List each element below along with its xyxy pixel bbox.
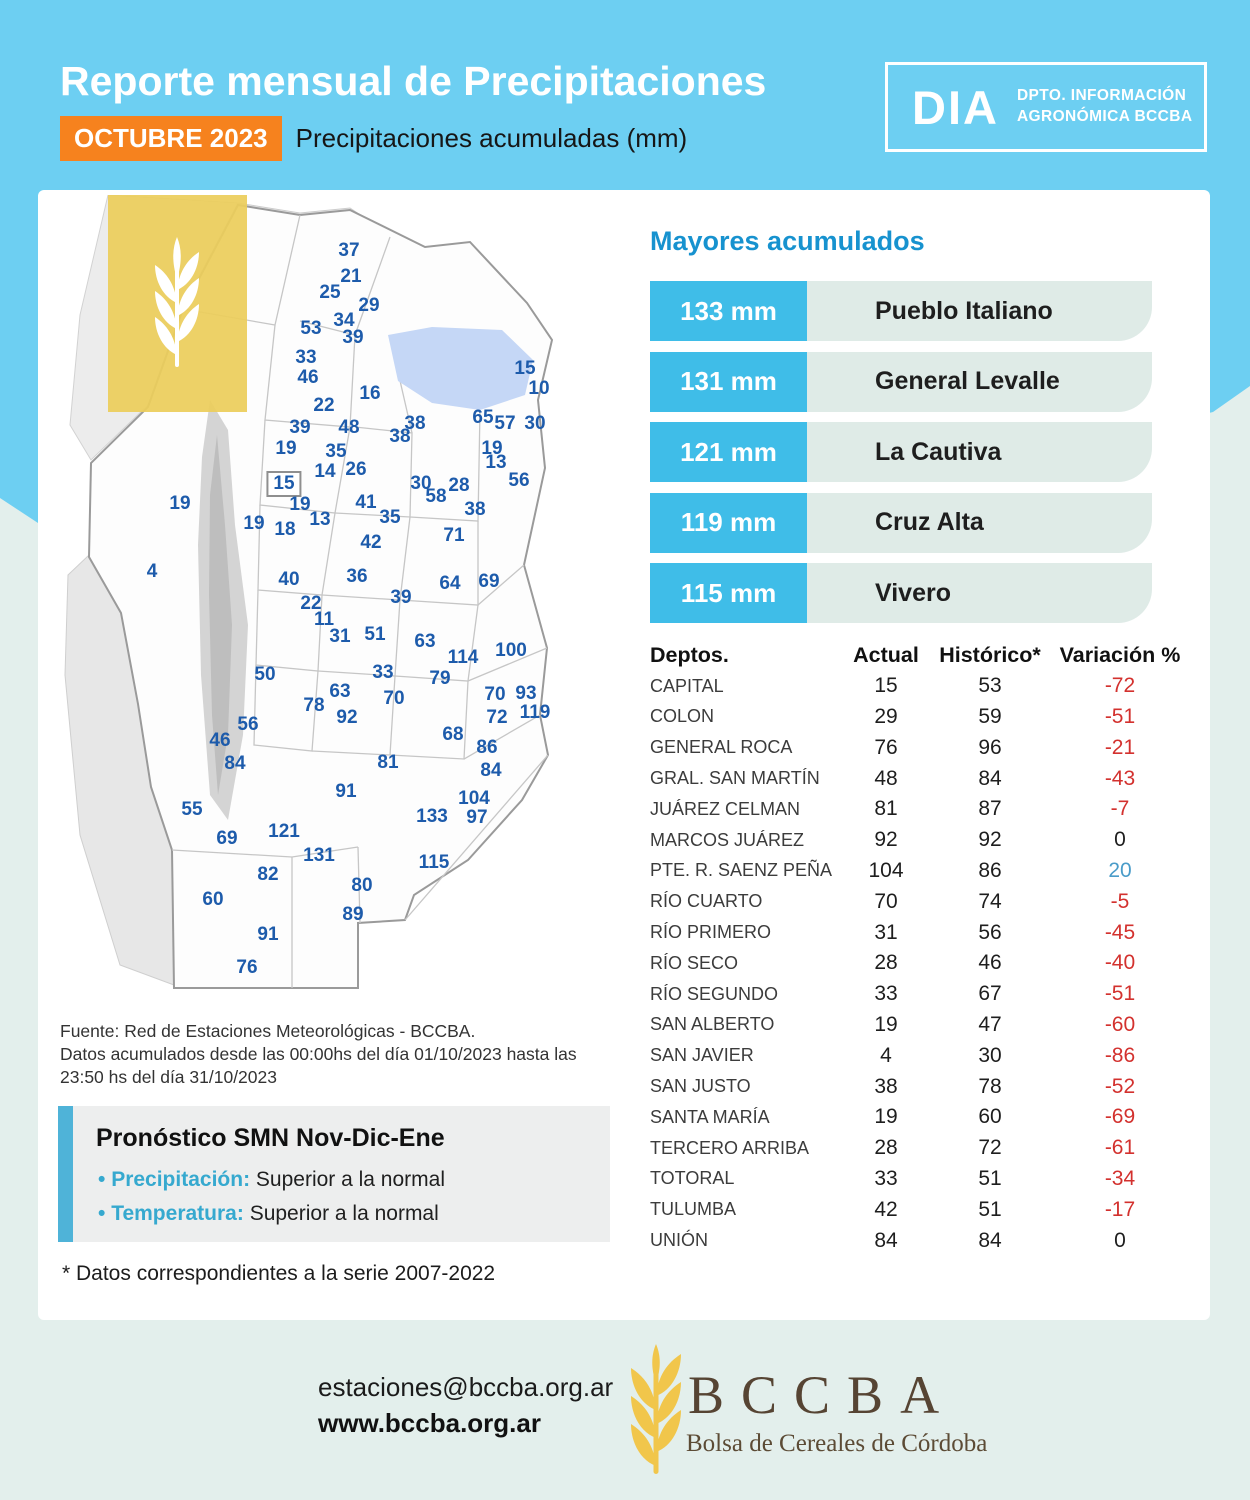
- map-value-label: 58: [425, 486, 447, 507]
- forecast-item-precipitacion: [98, 1168, 445, 1192]
- mayores-row: [650, 422, 1152, 482]
- map-value-label: 26: [345, 459, 367, 480]
- mayores-station-name: Vivero: [807, 563, 1152, 623]
- map-value-label: 10: [528, 378, 550, 399]
- dept-name-cell: TOTORAL: [650, 1168, 735, 1189]
- bccba-logo-subtitle: Bolsa de Cereales de Córdoba: [686, 1430, 988, 1457]
- mayores-station-name: General Levalle: [807, 352, 1152, 412]
- map-value-label: 41: [355, 492, 377, 513]
- variacion-cell: -86: [1104, 1043, 1136, 1067]
- table-row: [650, 979, 1192, 1010]
- historico-cell: 51: [978, 1197, 1002, 1221]
- table-column-header: Actual: [853, 642, 919, 667]
- variacion-cell: -69: [1104, 1105, 1136, 1129]
- map-value-label: 51: [364, 624, 386, 645]
- dept-name-cell: RÍO CUARTO: [650, 891, 763, 912]
- map-value-label: 22: [313, 395, 335, 416]
- dept-name-cell: CAPITAL: [650, 675, 724, 696]
- table-row: [650, 1225, 1192, 1256]
- dia-caption-line2: AGRONÓMICA BCCBA: [1016, 108, 1193, 125]
- map-value-label: 82: [257, 864, 279, 885]
- map-value-label: 63: [414, 631, 436, 652]
- map-value-label: 30: [410, 473, 432, 494]
- dept-name-cell: SAN JUSTO: [650, 1076, 751, 1097]
- actual-cell: 28: [874, 1136, 898, 1160]
- dept-name-cell: COLON: [650, 706, 715, 727]
- bullet-icon: •: [98, 1202, 112, 1225]
- dia-logo-caption: [1017, 86, 1192, 128]
- table-row: [650, 1040, 1192, 1071]
- subtitle-row: [60, 116, 687, 161]
- map-value-label: 69: [478, 571, 500, 592]
- bccba-logo-text: BCCBA: [688, 1365, 957, 1425]
- table-row: [650, 856, 1192, 887]
- table-row: [650, 763, 1192, 794]
- historico-cell: 78: [978, 1074, 1002, 1098]
- table-row: [650, 702, 1192, 733]
- map-value-label: 28: [448, 475, 470, 496]
- mayores-title: Mayores acumulados: [650, 226, 925, 256]
- map-value-label: 84: [480, 760, 502, 781]
- mayores-list: [650, 281, 1152, 634]
- dept-name-cell: RÍO SEGUNDO: [650, 983, 779, 1004]
- actual-cell: 48: [874, 766, 898, 790]
- map-value-label: 53: [300, 318, 322, 339]
- map-value-label: 131: [303, 845, 335, 866]
- table-row: [650, 732, 1192, 763]
- historico-cell: 51: [978, 1166, 1002, 1190]
- map-value-label: 39: [390, 587, 412, 608]
- table-row: [650, 1194, 1192, 1225]
- actual-cell: 4: [880, 1043, 892, 1067]
- table-row: [650, 825, 1192, 856]
- map-value-label: 19: [169, 493, 191, 514]
- variacion-cell: -21: [1104, 735, 1136, 759]
- actual-cell: 33: [874, 982, 898, 1006]
- variacion-cell: -60: [1104, 1012, 1136, 1036]
- map-value-label: 34: [333, 310, 355, 331]
- map-value-label: 39: [289, 417, 311, 438]
- map-value-label: 84: [224, 753, 246, 774]
- mayores-value: 131 mm: [650, 352, 807, 412]
- map-value-label: 15: [514, 358, 536, 379]
- dept-name-cell: UNIÓN: [650, 1230, 708, 1251]
- actual-cell: 38: [874, 1074, 898, 1098]
- actual-cell: 42: [874, 1197, 898, 1221]
- map-value-label: 119: [519, 702, 551, 723]
- map-value-label: 16: [359, 383, 381, 404]
- actual-cell: 92: [874, 828, 898, 852]
- table-row: [650, 671, 1192, 702]
- departments-table: [650, 640, 1192, 1256]
- mayores-row: [650, 352, 1152, 412]
- forecast-label: Temperatura:: [111, 1202, 244, 1225]
- map-value-label: 38: [389, 426, 411, 447]
- source-line2: Datos acumulados desde las 00:00hs del día 01/10/2023 hasta las 23:50 hs del día 31/10/2023: [60, 1044, 577, 1087]
- actual-cell: 19: [874, 1012, 898, 1036]
- map-value-label: 22: [300, 593, 322, 614]
- map-value-label: 33: [295, 347, 317, 368]
- map-value-label: 91: [257, 924, 279, 945]
- mayores-station-name: Cruz Alta: [807, 493, 1152, 553]
- variacion-cell: -34: [1104, 1166, 1136, 1190]
- variacion-cell: -5: [1110, 889, 1130, 913]
- map-value-label: 121: [268, 821, 300, 842]
- map-value-label: 86: [476, 737, 498, 758]
- variacion-cell: -72: [1104, 674, 1136, 698]
- table-column-header: Deptos.: [650, 642, 729, 667]
- historico-cell: 96: [978, 735, 1002, 759]
- map-value-label: 100: [495, 640, 527, 661]
- map-value-label: 11: [313, 609, 335, 630]
- map-value-label: 40: [278, 569, 300, 590]
- mayores-value: 121 mm: [650, 422, 807, 482]
- map-value-label: 133: [416, 806, 448, 827]
- forecast-accent-bar: [58, 1106, 73, 1242]
- map-value-label: 46: [209, 730, 231, 751]
- historico-cell: 87: [978, 797, 1002, 821]
- variacion-cell: -51: [1104, 982, 1136, 1006]
- table-column-header: Variación %: [1059, 642, 1181, 667]
- actual-cell: 70: [874, 889, 898, 913]
- map-value-label: 13: [309, 509, 331, 530]
- variacion-cell: -52: [1104, 1074, 1136, 1098]
- map-value-label: 30: [524, 413, 546, 434]
- map-value-label: 76: [236, 957, 258, 978]
- historico-cell: 92: [978, 828, 1002, 852]
- map-value-label: 19: [275, 438, 297, 459]
- map-value-label: 71: [443, 525, 465, 546]
- map-value-label: 72: [486, 707, 508, 728]
- historico-cell: 60: [978, 1105, 1002, 1129]
- historico-cell: 84: [978, 1228, 1002, 1252]
- actual-cell: 33: [874, 1166, 898, 1190]
- cordoba-precipitation-map: [60, 195, 580, 1005]
- table-column-header: Histórico*: [939, 642, 1041, 667]
- map-value-label: 57: [494, 413, 516, 434]
- actual-cell: 19: [874, 1105, 898, 1129]
- historico-cell: 72: [978, 1136, 1002, 1160]
- table-row: [650, 948, 1192, 979]
- map-value-label: 18: [274, 519, 296, 540]
- map-value-label: 33: [372, 662, 394, 683]
- map-value-label: 15: [266, 471, 301, 497]
- historico-cell: 30: [978, 1043, 1002, 1067]
- dept-name-cell: TERCERO ARRIBA: [650, 1137, 810, 1158]
- table-row: [650, 1010, 1192, 1041]
- dept-name-cell: SANTA MARÍA: [650, 1106, 770, 1127]
- map-value-label: 93: [515, 683, 537, 704]
- historico-cell: 46: [978, 951, 1002, 975]
- mayores-row: [650, 281, 1152, 341]
- map-value-label: 115: [418, 852, 450, 873]
- mayores-station-name: La Cautiva: [807, 422, 1152, 482]
- map-value-label: 70: [484, 684, 506, 705]
- map-value-label: 25: [319, 282, 341, 303]
- dia-logo-box: [885, 62, 1207, 152]
- map-value-label: 50: [254, 664, 276, 685]
- contact-email-link[interactable]: estaciones@bccba.org.ar: [318, 1372, 614, 1402]
- variacion-cell: -45: [1104, 920, 1136, 944]
- forecast-box: [58, 1106, 610, 1242]
- map-value-label: 36: [346, 566, 368, 587]
- variacion-cell: 0: [1114, 828, 1126, 852]
- source-note: [60, 1020, 625, 1089]
- mayores-value: 133 mm: [650, 281, 807, 341]
- website-link[interactable]: www.bccba.org.ar: [318, 1408, 541, 1438]
- map-value-label: 63: [329, 681, 351, 702]
- source-line1: Fuente: Red de Estaciones Meteorológicas - BCCBA.: [60, 1021, 476, 1041]
- actual-cell: 76: [874, 735, 898, 759]
- map-value-label: 19: [289, 494, 311, 515]
- forecast-title: Pronóstico SMN Nov-Dic-Ene: [96, 1124, 445, 1152]
- map-value-label: 89: [342, 904, 364, 925]
- dept-name-cell: GRAL. SAN MARTÍN: [650, 768, 820, 789]
- map-value-label: 29: [358, 295, 380, 316]
- map-value-label: 4: [146, 561, 158, 582]
- table-row: [650, 1071, 1192, 1102]
- actual-cell: 31: [874, 920, 898, 944]
- variacion-cell: -17: [1104, 1197, 1136, 1221]
- actual-cell: 15: [874, 674, 898, 698]
- map-value-label: 91: [335, 781, 357, 802]
- mayores-row: [650, 563, 1152, 623]
- table-row: [650, 1102, 1192, 1133]
- actual-cell: 84: [874, 1228, 898, 1252]
- map-value-label: 31: [329, 626, 351, 647]
- map-value-label: 69: [216, 828, 238, 849]
- forecast-item-temperatura: [98, 1202, 439, 1226]
- map-value-label: 80: [351, 875, 373, 896]
- historico-cell: 67: [978, 982, 1002, 1006]
- table-row: [650, 1133, 1192, 1164]
- map-value-label: 104: [458, 788, 490, 809]
- mayores-value: 115 mm: [650, 563, 807, 623]
- map-value-label: 21: [340, 266, 362, 287]
- map-value-label: 35: [379, 507, 401, 528]
- dept-name-cell: MARCOS JUÁREZ: [650, 829, 805, 850]
- historico-cell: 56: [978, 920, 1002, 944]
- map-value-label: 19: [481, 438, 503, 459]
- actual-cell: 81: [874, 797, 898, 821]
- historico-cell: 59: [978, 704, 1002, 728]
- map-value-label: 56: [508, 470, 530, 491]
- map-value-label: 37: [338, 240, 360, 261]
- map-value-label: 92: [336, 707, 358, 728]
- map-value-label: 48: [338, 417, 360, 438]
- dept-name-cell: GENERAL ROCA: [650, 737, 793, 758]
- map-value-label: 56: [237, 714, 259, 735]
- map-value-label: 114: [447, 647, 479, 668]
- map-value-label: 42: [360, 532, 382, 553]
- page-title: Reporte mensual de Precipitaciones: [60, 58, 767, 104]
- historico-cell: 74: [978, 889, 1002, 913]
- variacion-cell: 0: [1114, 1228, 1126, 1252]
- actual-cell: 28: [874, 951, 898, 975]
- mayores-value: 119 mm: [650, 493, 807, 553]
- dept-name-cell: SAN JAVIER: [650, 1045, 754, 1066]
- map-value-label: 64: [439, 573, 461, 594]
- dept-name-cell: PTE. R. SAENZ PEÑA: [650, 860, 833, 881]
- variacion-cell: -61: [1104, 1136, 1136, 1160]
- variacion-cell: 20: [1108, 858, 1132, 882]
- historico-cell: 53: [978, 674, 1002, 698]
- dept-name-cell: TULUMBA: [650, 1199, 737, 1220]
- actual-cell: 104: [868, 858, 904, 882]
- table-header-row: [650, 640, 1192, 671]
- map-value-label: 19: [243, 513, 265, 534]
- forecast-value: Superior a la normal: [255, 1168, 445, 1191]
- mayores-row: [650, 493, 1152, 553]
- map-value-label: 35: [325, 441, 347, 462]
- dept-name-cell: SAN ALBERTO: [650, 1014, 775, 1035]
- table-row: [650, 794, 1192, 825]
- map-value-label: 60: [202, 889, 224, 910]
- bccba-wheat-icon: [618, 1344, 688, 1474]
- dept-name-cell: JUÁREZ CELMAN: [650, 798, 801, 819]
- mayores-station-name: Pueblo Italiano: [807, 281, 1152, 341]
- table-row: [650, 1164, 1192, 1195]
- map-value-label: 79: [429, 668, 451, 689]
- page-subtitle: Precipitaciones acumuladas (mm): [295, 123, 688, 153]
- map-value-label: 78: [303, 695, 325, 716]
- forecast-value: Superior a la normal: [249, 1202, 439, 1225]
- map-value-label: 97: [466, 807, 488, 828]
- map-value-label: 38: [464, 499, 486, 520]
- map-value-label: 68: [442, 724, 464, 745]
- map-value-label: 46: [297, 367, 319, 388]
- map-value-label: 70: [383, 688, 405, 709]
- variacion-cell: -40: [1104, 951, 1136, 975]
- map-value-label: 65: [472, 407, 494, 428]
- map-value-label: 13: [485, 452, 507, 473]
- map-value-label: 81: [377, 752, 399, 773]
- map-value-label: 38: [404, 413, 426, 434]
- actual-cell: 29: [874, 704, 898, 728]
- map-value-label: 55: [181, 799, 203, 820]
- map-value-label: 39: [342, 327, 364, 348]
- table-row: [650, 917, 1192, 948]
- series-footnote: * Datos correspondientes a la serie 2007-2022: [62, 1262, 496, 1285]
- dept-name-cell: RÍO PRIMERO: [650, 922, 772, 943]
- dept-name-cell: RÍO SECO: [650, 952, 739, 973]
- variacion-cell: -43: [1104, 766, 1136, 790]
- table-row: [650, 886, 1192, 917]
- dia-caption-line1: DPTO. INFORMACIÓN: [1016, 87, 1187, 105]
- historico-cell: 86: [978, 858, 1002, 882]
- historico-cell: 47: [978, 1012, 1002, 1036]
- dia-logo-abbr: DIA: [912, 80, 999, 134]
- variacion-cell: -7: [1110, 797, 1130, 821]
- historico-cell: 84: [978, 766, 1002, 790]
- bullet-icon: •: [98, 1168, 112, 1191]
- month-badge: OCTUBRE 2023: [60, 116, 282, 161]
- map-value-label: 14: [314, 461, 336, 482]
- variacion-cell: -51: [1104, 704, 1136, 728]
- forecast-label: Precipitación:: [111, 1168, 251, 1191]
